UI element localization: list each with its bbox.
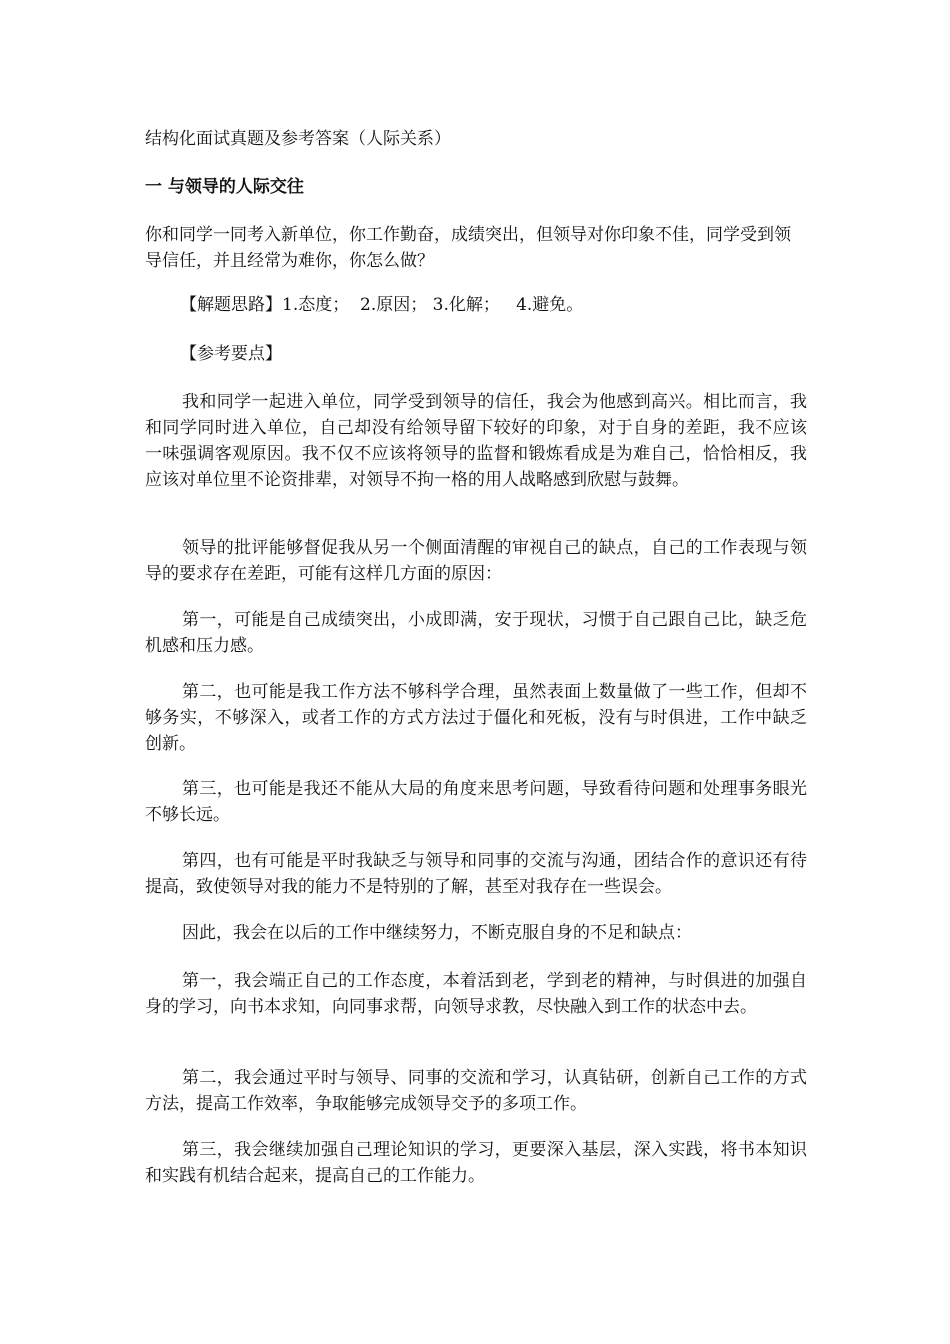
- paragraph: 第二，我会通过平时与领导、同事的交流和学习，认真钻研，创新自己工作的方式方法，提高工作效率，争取能够完成领导交予的多项工作。: [145, 1068, 807, 1114]
- solution-approach: 【解题思路】1.态度； 2.原因； 3.化解； 4.避免。: [180, 295, 584, 315]
- paragraph: 第一，我会端正自己的工作态度，本着活到老，学到老的精神，与时俱进的加强自身的学习，向书本求知，向同事求帮，向领导求教，尽快融入到工作的状态中去。: [145, 971, 807, 1017]
- paragraph: 第二，也可能是我工作方法不够科学合理，虽然表面上数量做了一些工作，但却不够务实，不够深入，或者工作的方式方法过于僵化和死板，没有与时俱进，工作中缺乏创新。: [145, 682, 807, 754]
- paragraph: 第一，可能是自己成绩突出，小成即满，安于现状，习惯于自己跟自己比，缺乏危机感和压力感。: [145, 610, 807, 656]
- paragraph: 第四，也有可能是平时我缺乏与领导和同事的交流与沟通，团结合作的意识还有待提高，致使领导对我的能力不是特别的了解，甚至对我存在一些误会。: [145, 851, 807, 897]
- paragraph: 第三，也可能是我还不能从大局的角度来思考问题，导致看待问题和处理事务眼光不够长远。: [145, 779, 807, 825]
- interview-question: 你和同学一同考入新单位，你工作勤奋，成绩突出，但领导对你印象不佳，同学受到领导信任，并且经常为难你，你怎么做？: [145, 225, 791, 271]
- paragraph: 因此，我会在以后的工作中继续努力，不断克服自身的不足和缺点：: [182, 923, 692, 943]
- section-heading: 一 与领导的人际交往: [145, 177, 304, 197]
- paragraph: 我和同学一起进入单位，同学受到领导的信任，我会为他感到高兴。相比而言，我和同学同时进入单位，自己却没有给领导留下较好的印象，对于自身的差距，我不应该一味强调客观原因。我不仅不应该将领导的监督和锻炼看成是为难自己，恰恰相反，我应该对单位里不论资排辈，对领导不拘一格的用人战略感到欣慰与鼓舞。: [145, 392, 807, 490]
- paragraph: 领导的批评能够督促我从另一个侧面清醒的审视自己的缺点，自己的工作表现与领导的要求存在差距，可能有这样几方面的原因：: [145, 538, 807, 584]
- document-title: 结构化面试真题及参考答案（人际关系）: [145, 129, 451, 149]
- key-points-label: 【参考要点】: [180, 344, 282, 364]
- paragraph: 第三，我会继续加强自己理论知识的学习，更要深入基层，深入实践，将书本知识和实践有机结合起来，提高自己的工作能力。: [145, 1140, 807, 1186]
